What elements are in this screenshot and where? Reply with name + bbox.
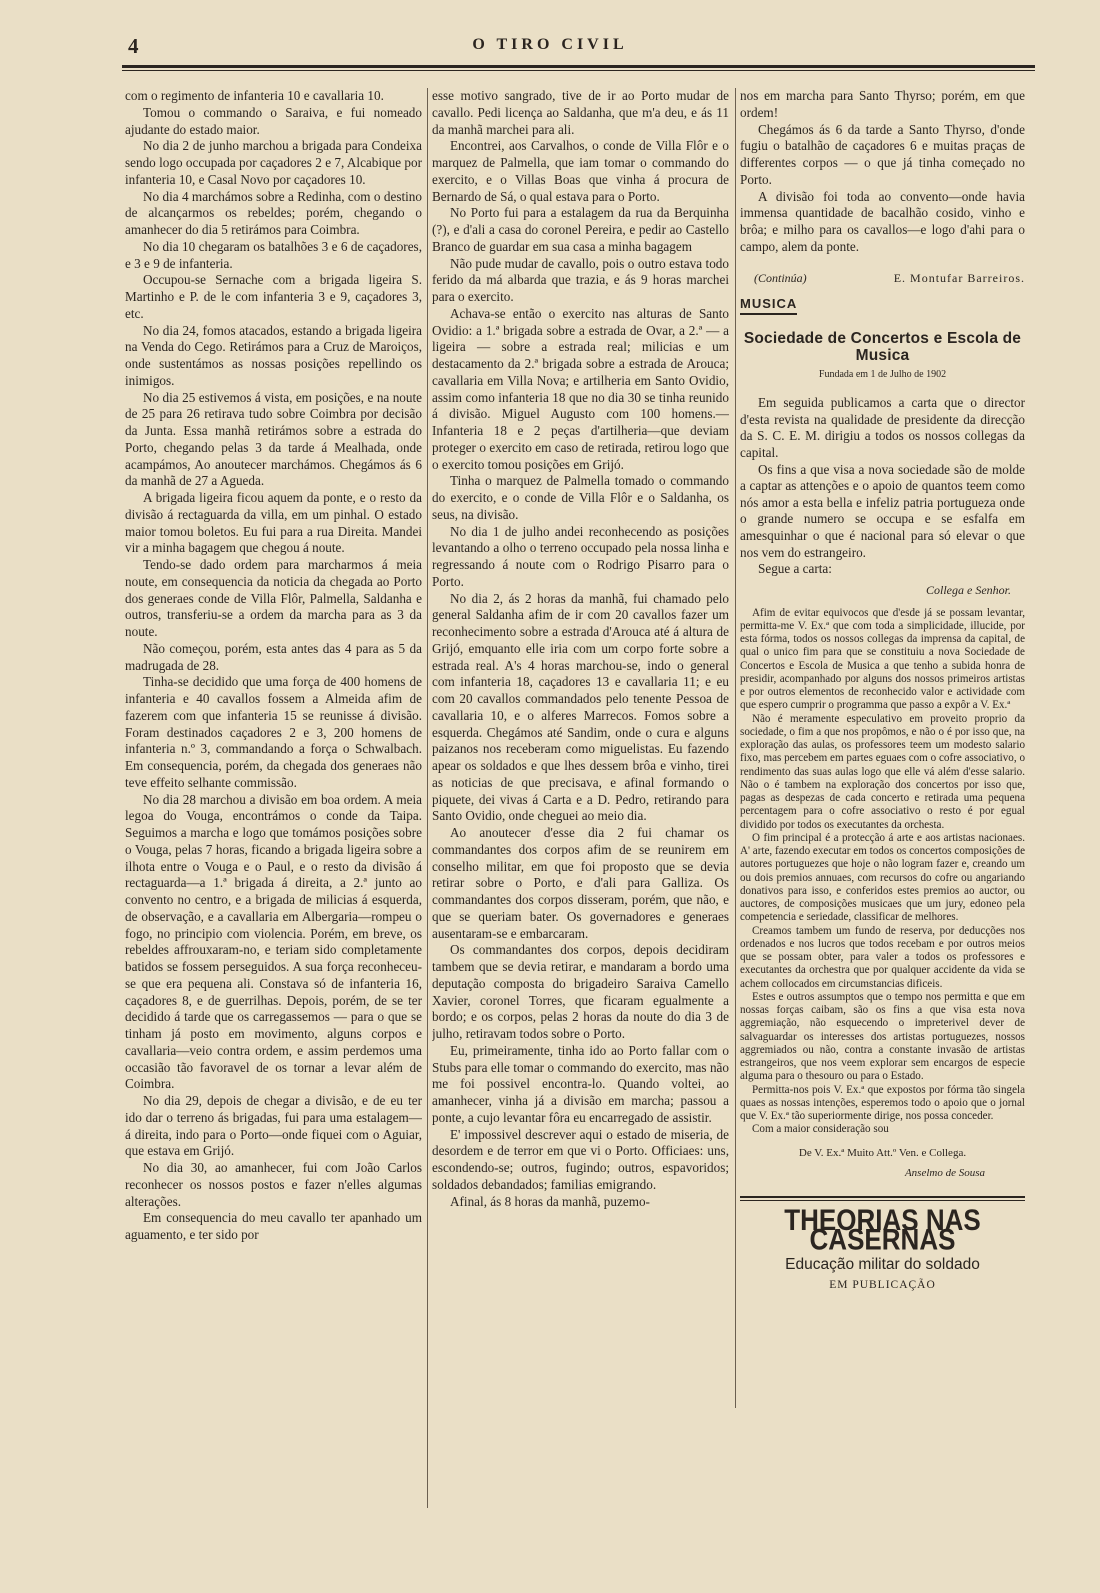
letter-signature: Anselmo de Sousa (904, 1167, 985, 1180)
paragraph: No dia 28 marchou a divisão em boa ordem. A meia legoa do Vouga, encontrámos o conde da Taipa. Seguimos a marcha e logo que tomámos posições sobre o Vouga, pelas 7 horas, ficando a brigada ligeira sobre a ilhota entre o Vouga e o Paul, e o resto da divisão á rectaguarda—a 1.ª brigada á direita, a 2.ª junto ao convento no centro, e a brigada de milicias á esquerda, de observação, e a cavallaria em Albergaria—rompeu o fogo, no principio com violencia. Porém, em breve, os rebeldes affrouxaram-no, e teriam sido completamente batidos se fossem perseguidos. A sua força reconheceu-se que era pequena ali. Constava só de infanteria 16, caçadores 8, e de guerrilhas. Depois, porém, de se ter decidido á tarde que os carregassemos — para o que se tinham já posto em movimento, alguns corpos e cavallaria—veio contra ordem, e assim perdemos uma occasião tão favoravel de os tornar a levar além de Coimbra. (125, 791, 422, 1092)
paragraph: Tinha-se decidido que uma força de 400 homens de infanteria e 40 cavallos fossem a Almeida afim de fazerem com que infanteria 15 se reunisse á divisão. Foram destinados caçadores 2 e 3, 200 homens de infanteria n.º 3, commandando a força o Schwalbach. Em consequencia, porém, da chegada dos generaes não teve effeito selhante commissão. (125, 674, 422, 790)
intro-block (740, 395, 1025, 578)
column-3 (740, 88, 1025, 1548)
paragraph: No dia 2 de junho marchou a brigada para Condeixa sendo logo occupada por caçadores 2 e 7, Alcabique por infanteria 10, e Casal Novo por caçadores 10. (125, 138, 422, 187)
paragraph: Encontrei, aos Carvalhos, o conde de Villa Flôr e o marquez de Palmella, que iam tomar o commando do exercito, e o Villas Boas que vinha á procura de Bernardo de Sá, o qual estava para o Porto. (432, 138, 729, 204)
paragraph: Tendo-se dado ordem para marcharmos á meia noute, em consequencia da noticia da chegada ao Porto dos generaes conde de Villa Flôr, Palmella, Saldanha e outros, transferiu-se a ordem da marcha para as 3 da noute. (125, 557, 422, 639)
paragraph: Achava-se então o exercito nas alturas de Santo Ovidio: a 1.ª brigada sobre a estrada de Ovar, a 2.ª — a ligeira — sobre a estrada real; milicias e um destacamento da 2.ª brigada sobre a estrada de Arouca; cavallaria em Villa Nova; e artilheria em Santo Ovidio, assim como infanteria 18 que no dia 30 se tinha reunido á divisão. Miguel Augusto com 100 homens.—Infanteria 18 e 2 peças d'artilheria—que deviam proteger o exercito em caso de retirada, retirou logo que o exercito tomou posições em Grijó. (432, 305, 729, 472)
paragraph: Os commandantes dos corpos, depois decidiram tambem que se devia retirar, e mandaram a bordo uma deputação composta do brigadeiro Saraiva Camello Xavier, coronel Torres, que ficaram egualmente a bordo; e os corpos, pelas 2 horas da noute do dia 3 de julho, retiravam todos sobre o Porto. (432, 942, 729, 1041)
paragraph: Permitta-nos pois V. Ex.ª que expostos por fórma tão singela quaes as nossas intenções, esperemos todo o apoio que o jornal que V. Ex.ª tão superiormente dirige, nos possa conceder. (740, 1083, 1025, 1123)
paragraph: No dia 24, fomos atacados, estando a brigada ligeira na Venda do Cego. Retirámos para a Cruz de Maroiços, onde sustentámos as nossas posições repellindo os inimigos. (125, 322, 422, 388)
paragraph: A brigada ligeira ficou aquem da ponte, e o resto da divisão á rectaguarda da villa, em um pinhal. O estado maior tomou boletos. Eu fui para a rua Direita. Mandei vir a minha bagagem que chegou á noute. (125, 490, 422, 556)
paragraph: esse motivo sangrado, tive de ir ao Porto mudar de cavallo. Pedi licença ao Saldanha, que m'a deu, e ás 11 da manhã marchei para ali. (432, 88, 729, 137)
paragraph: Afinal, ás 8 horas da manhã, puzemo- (450, 1193, 650, 1209)
paragraph: Segue a carta: (758, 561, 832, 577)
paragraph: E' impossivel descrever aqui o estado de miseria, de desordem e de terror em que vi o Porto. Officiaes: uns, escondendo-se; outros, fugindo; outros, espavoridos; soldados debandados; familias emigrando. (432, 1126, 729, 1192)
paragraph: Occupou-se Sernache com a brigada ligeira S. Martinho e P. de le com infanteria 3 e 9, caçadores 3, etc. (125, 272, 422, 321)
page-number: 4 (128, 34, 139, 58)
letter-salutation: Collega e Senhor. (926, 582, 1011, 597)
column-divider (427, 88, 428, 1508)
paragraph: Não começou, porém, esta antes das 4 para as 5 da madrugada de 28. (125, 640, 422, 673)
paragraph: Em seguida publicamos a carta que o director d'esta revista na qualidade de presidente da direcção da S. C. E. M. dirigiu a todos os nossos collegas da capital. (740, 395, 1025, 461)
column-divider (735, 88, 736, 1408)
column-2 (432, 88, 729, 1528)
advert-subtitle: Educação militar do soldado (785, 1255, 980, 1273)
article-signature (740, 270, 1025, 287)
column-1 (125, 88, 422, 1528)
paragraph: Tinha o marquez de Palmella tomado o commando do exercito, e o conde de Villa Flôr e o Saldanha, os seus, na divisão. (432, 473, 729, 522)
paragraph: A divisão foi toda ao convento—onde havia immensa quantidade de bacalhão cosido, vinho e brôa; e milho para os cavallos—e logo d'ahi para o campo, alem da ponte. (740, 188, 1025, 254)
running-title: O TIRO CIVIL (472, 36, 628, 53)
paragraph: Com a maior consideração sou (752, 1123, 889, 1136)
continua-note: (Continúa) (754, 270, 807, 285)
article-title: Sociedade de Concertos e Escola de Musica (743, 330, 1022, 364)
paragraph: No Porto fui para a estalagem da rua da Berquinha (?), e d'ali a casa do coronel Pereira, e pedir ao Castello Branco de guardar em sua casa a minha bagagem (432, 205, 729, 254)
header-rule (122, 65, 1035, 71)
paragraph: No dia 2, ás 2 horas da manhã, fui chamado pelo general Saldanha afim de ir com 20 cavallos fazer um reconhecimento sobre a estrada d'Arouca até á altura de Grijó, emquanto elle iria com um corpo forte sobre a estrada real. A's 4 horas marchou-se, indo o general com infanteria 18, caçadores 13 e cavallaria 11; e eu com 20 cavallos commandados pelo tenente Pessoa de cavallaria 10, e o alferes Marrecos. Fomos sobre a esquerda. Chegámos até Sandim, onde o cura e alguns paizanos nos receberam como miguelistas. Eu fazendo apear os soldados e que lhes dessem brôa e vinho, tirei as noticias de que precisava, e afinal formando o piquete, dei vivas á Carta e a D. Pedro, retirando para Santo Ovidio, onde cheguei ao meio dia. (432, 590, 729, 824)
paragraph: No dia 29, depois de chegar a divisão, e de eu ter ido dar o terreno ás brigadas, fui para uma estalagem—á direita, indo para o Porto—onde fiquei com o Aguiar, que estava em Grijó. (125, 1093, 422, 1159)
paragraph: Estes e outros assumptos que o tempo nos permitta e que em nossas forças caibam, são os fins a que visa esta nova aggremiação, não esquecendo o impreterivel dever de salvaguardar os interesses dos artistas portuguezes, nossos aggremiados ou não, contra a constante invasão de artistas estrangeiros, que nos veem explorar sem encargos de especie alguma para o thesouro ou para o Estado. (740, 990, 1025, 1083)
paragraph: Afim de evitar equivocos que d'esde já se possam levantar, permitta-me V. Ex.ª que com toda a simplicidade, illucide, por esta fórma, todos os nossos collegas da imprensa da capital, de qual o unico fim para que se constituiu a nova Sociedade de Concertos e Escola de Musica a que tenho a subida honra de presidir, acompanhado por alguns dos nossos primeiros artistas e por outros elementos de reconhecido valor e actividade com que espero cumprir o programma que passo a expôr a V. Ex.ª (740, 606, 1025, 712)
paragraph: No dia 4 marchámos sobre a Redinha, com o destino de alcançarmos os rebeldes; porém, chegando o amanhecer do dia 5 retirámos para Coimbra. (125, 188, 422, 237)
author-name: E. Montufar Barreiros. (893, 270, 1025, 285)
paragraph: O fim principal é a protecção á arte e aos artistas nacionaes. A' arte, fazendo executar em todos os concertos composições de autores portuguezes que hoje o não logram fazer e, creando um ou dois premios annuaes, com recursos do cofre ou angariando donativos para isso, e conferidos estes premios ao auctor, ou auctores, de composições musicaes que um jury, edoneo pela competencia e seriedade, classificar de melhores. (740, 831, 1025, 924)
article-subtitle: Fundada em 1 de Julho de 1902 (818, 368, 947, 380)
paragraph: Creamos tambem um fundo de reserva, por deducções nos ordenados e nos lucros que todos recebam e por outros meios que se possam obter, para valer a todos os professores e executantes da orchestra que por qualquer accidente da vida se achem collocados em circumstancias dificeis. (740, 924, 1025, 990)
section-separator (740, 1196, 1025, 1201)
paragraph: nos em marcha para Santo Thyrso; porém, em que ordem! (740, 88, 1025, 120)
advert-title: THEORIAS NAS CASERNAS (784, 1202, 981, 1257)
paragraph: Em consequencia do meu cavallo ter apanhado um aguamento, e ter sido por (125, 1210, 422, 1242)
paragraph: Tomou o commando o Saraiva, e fui nomeado ajudante do estado maior. (125, 104, 422, 137)
paragraph: No dia 10 chegaram os batalhões 3 e 6 de caçadores, e 3 e 9 de infanteria. (125, 238, 422, 271)
paragraph: Os fins a que visa a nova sociedade são de molde a captar as attenções e o apoio de quantos teem como nós amor a esta bella e infeliz patria portugueza onde o grande numero se occupa e se esfalfa em amesquinhar o que é nacional para só elevar o que nos vem do estrangeiro. (740, 461, 1025, 560)
section-heading: MUSICA (740, 296, 797, 315)
paragraph: No dia 25 estivemos á vista, em posições, e na noute de 25 para 26 retirava tudo sobre Coimbra por decisão da Junta. Essa manhã retirámos sobre a estrada do Porto, chegando pelas 3 da tarde á Mealhada, onde acampámos, Ao anoutecer marchámos. Chegámos ás 6 da manhã de 27 a Agueda. (125, 389, 422, 489)
letter-closing: De V. Ex.ª Muito Att.º Ven. e Collega. (798, 1146, 967, 1159)
paragraph: Ao anoutecer d'esse dia 2 fui chamar os commandantes dos corpos afim de se reunirem em conselho militar, em que foi proposto que se devia retirar sobre o Porto, e d'ali para Galliza. Os commandantes dos corpos disseram, porém, que não, e que se queriam bater. Os governadores e generaes ausentaram-se e embarcaram. (432, 825, 729, 941)
paragraph: Chegámos ás 6 da tarde a Santo Thyrso, d'onde fugiu o batalhão de caçadores 6 e muitas praças de differentes corpos — o que já tinha começado no Porto. (740, 121, 1025, 187)
paragraph: com o regimento de infanteria 10 e cavallaria 10. (125, 88, 384, 103)
letter-body (740, 607, 1025, 1137)
paragraph: Eu, primeiramente, tinha ido ao Porto fallar com o Stubs para elle tomar o commando do exercito, mas não me foi possivel encontra-lo. Quando voltei, ao amanhecer, vinha já a divisão em marcha; passou a ponte, a cujo levantar fôra eu encarregado de assistir. (432, 1042, 729, 1125)
paragraph: Não é meramente especulativo em proveito proprio da sociedade, o fim a que nos propômos, e não o é por isso que, na exploração das aulas, os professores teem um modesto salario fixo, mas percebem em partes eguaes com o cofre associativo, o rendimento das suas aulas logo que elle vá além d'esse salario. Não o é tambem na exploração dos concertos por isso que, pagas as despezas de cada concerto e retirada uma pequena percentagem para o cofre associativo o resto é por egual dividido por todos os executantes da orchesta. (740, 712, 1025, 831)
paragraph: No dia 1 de julho andei reconhecendo as posições levantando a olho o terreno occupado pela nossa linha e regressando á noute com o Rodrigo Pisarro para o Porto. (432, 523, 729, 589)
paragraph: No dia 30, ao amanhecer, fui com João Carlos reconhecer os nossos postos e fazer n'elles algumas alterações. (125, 1160, 422, 1209)
advert-note: EM PUBLICAÇÃO (829, 1279, 936, 1292)
paragraph: Não pude mudar de cavallo, pois o outro estava todo ferido da má albarda que trazia, e ás 9 horas marchei para o exercito. (432, 255, 729, 304)
